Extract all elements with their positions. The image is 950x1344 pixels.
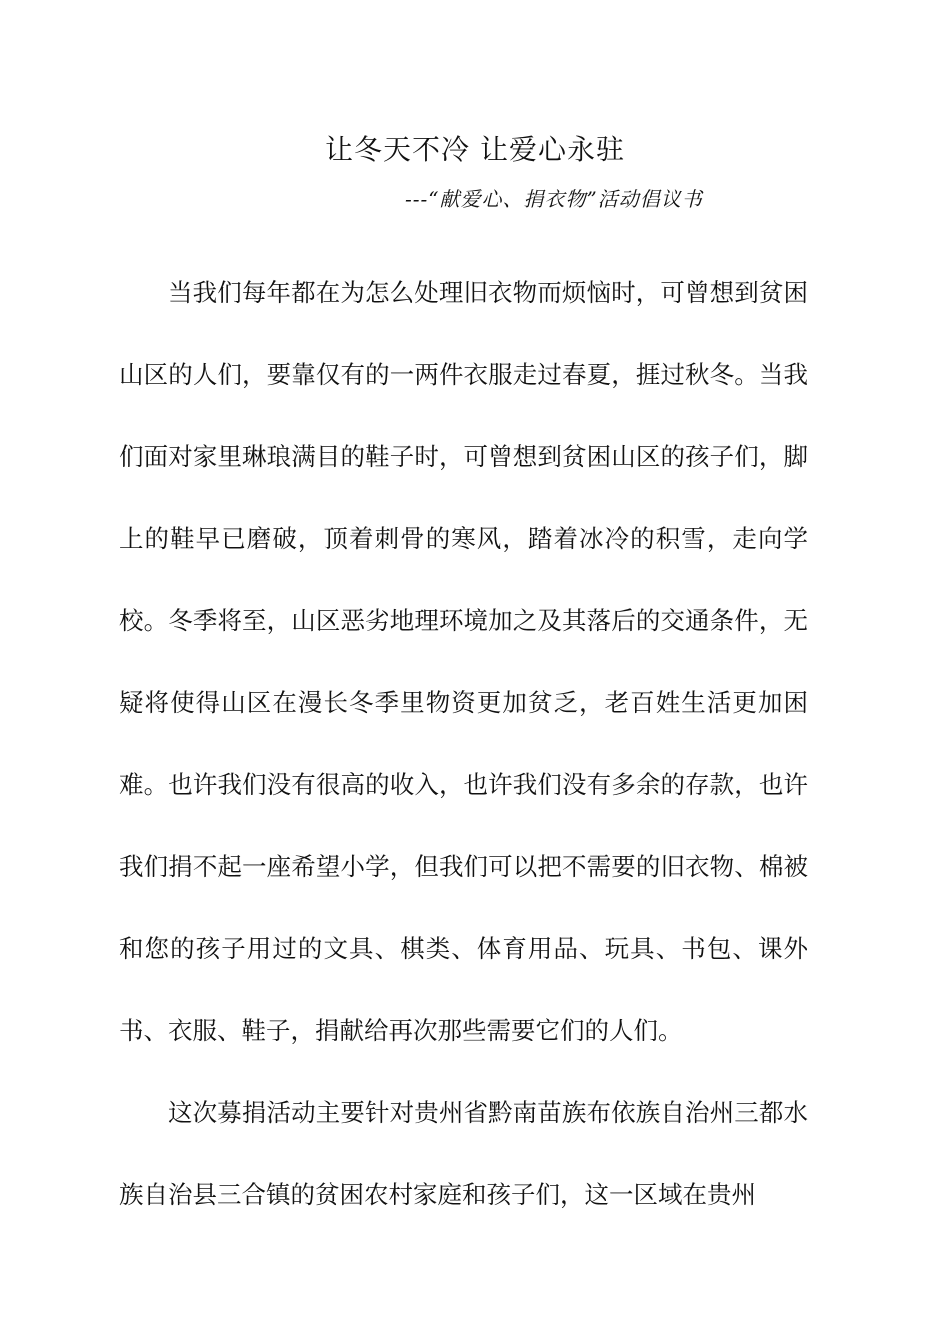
paragraph-2: 这次募捐活动主要针对贵州省黔南苗族布依族自治州三都水族自治县三合镇的贫困农村家庭和孩子们，这一区域在贵州 bbox=[119, 1098, 808, 1209]
document-body bbox=[119, 252, 808, 1236]
document-title: 让冬天不冷 让爱心永驻 bbox=[325, 133, 625, 166]
document-subtitle: ---“献爱心、捐衣物”活动倡议书 bbox=[405, 187, 703, 211]
paragraph-1: 当我们每年都在为怎么处理旧衣物而烦恼时，可曾想到贫困山区的人们，要靠仅有的一两件衣服走过春夏，捱过秋冬。当我们面对家里琳琅满目的鞋子时，可曾想到贫困山区的孩子们，脚上的鞋早已磨破，顶着刺骨的寒风，踏着冰冷的积雪，走向学校。冬季将至，山区恶劣地理环境加之及其落后的交通条件，无疑将使得山区在漫长冬季里物资更加贫乏，老百姓生活更加困难。也许我们没有很高的收入，也许我们没有多余的存款，也许我们捐不起一座希望小学，但我们可以把不需要的旧衣物、棉被和您的孩子用过的文具、棋类、体育用品、玩具、书包、课外书、衣服、鞋子，捐献给再次那些需要它们的人们。 bbox=[119, 278, 808, 1045]
